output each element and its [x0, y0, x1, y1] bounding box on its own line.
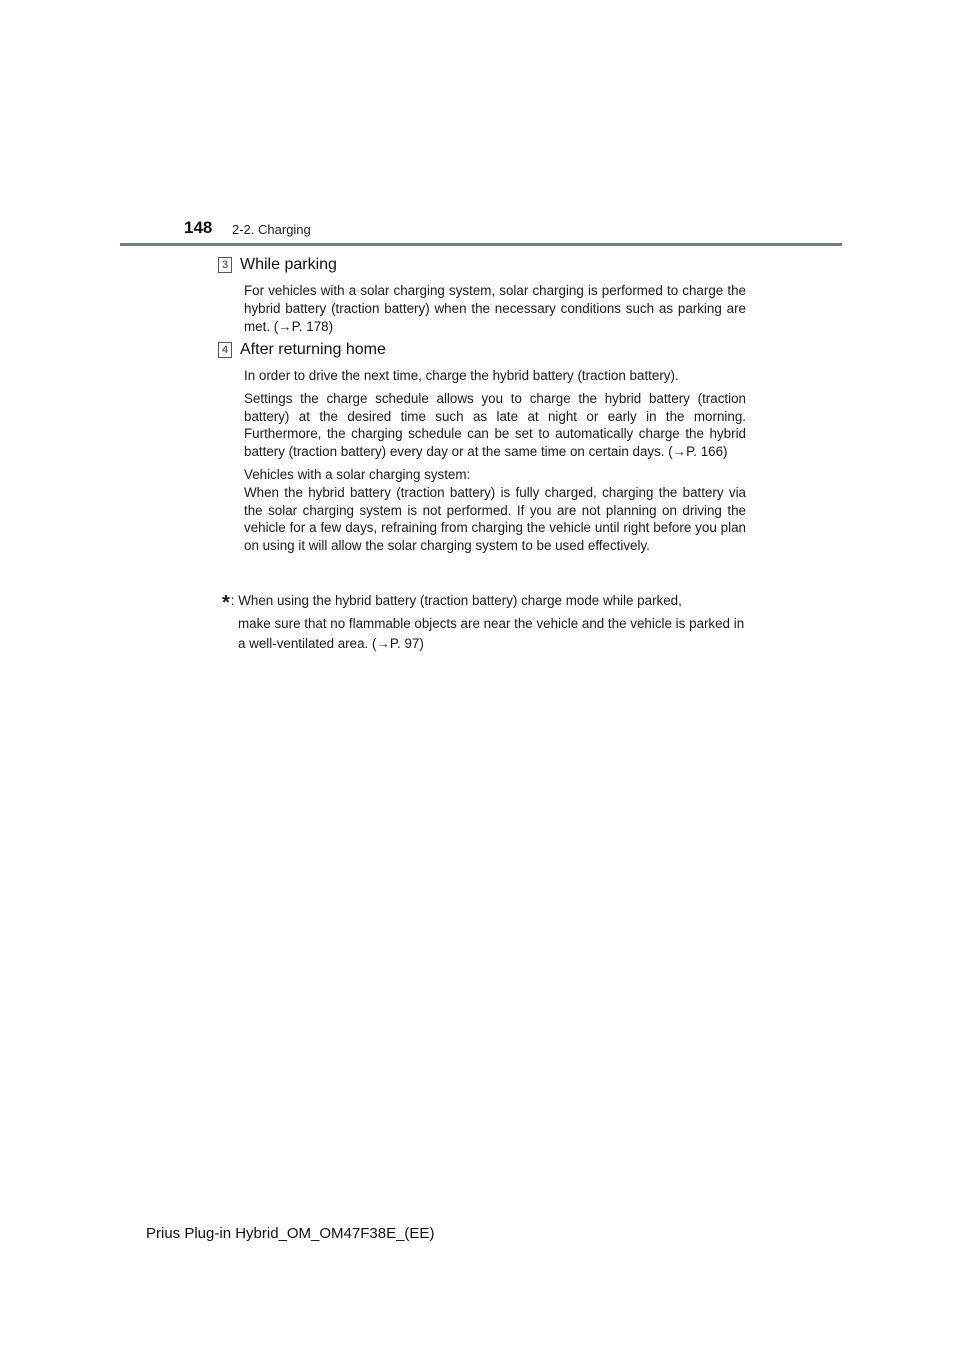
header-divider: [120, 243, 842, 246]
item-paragraph-lead: Vehicles with a solar charging system:: [244, 466, 471, 482]
item-paragraph: Settings the charge schedule allows you to charge the hybrid battery (traction battery) at the desired time such as late at night or early in the morning. Furthermore, the charging schedule can be set to automatically charge the hybrid battery (traction battery) every day or at the same time on certain days. (→P. 166): [244, 390, 746, 460]
item-paragraph: When the hybrid battery (traction battery) is fully charged, charging the battery via the solar charging system is not performed. If you are not planning on driving the vehicle for a few days, refraining from charging the vehicle until right before you plan on using it will allow the solar charging system to be used effectively.: [244, 484, 746, 554]
item-paragraph: In order to drive the next time, charge the hybrid battery (traction battery).: [244, 368, 679, 383]
step-number-badge: 4: [218, 342, 232, 358]
item-paragraph: For vehicles with a solar charging system, solar charging is performed to charge the hybrid battery (traction battery) when the necessary conditions such as parking are met. (→P. 178): [244, 283, 746, 334]
item-after-returning-home: [218, 339, 748, 555]
page-number: 148: [184, 218, 213, 237]
footnote-first-line: : When using the hybrid battery (traction battery) charge mode while parked,: [230, 593, 682, 608]
asterisk-icon: *: [222, 592, 230, 614]
footnote-continuation: make sure that no flammable objects are near the vehicle and the vehicle is parked in a well-ventilated area. (→P. 97): [238, 615, 745, 651]
step-number-badge: 3: [218, 257, 232, 273]
item-title: While parking: [240, 256, 337, 273]
item-heading: [218, 254, 748, 276]
footnote: [222, 591, 748, 655]
item-title: After returning home: [240, 341, 386, 358]
section-title: 2-2. Charging: [232, 222, 311, 237]
item-while-parking: [218, 254, 748, 335]
document-id-footer: Prius Plug-in Hybrid_OM_OM47F38E_(EE): [146, 1225, 435, 1242]
item-heading: [218, 339, 748, 361]
